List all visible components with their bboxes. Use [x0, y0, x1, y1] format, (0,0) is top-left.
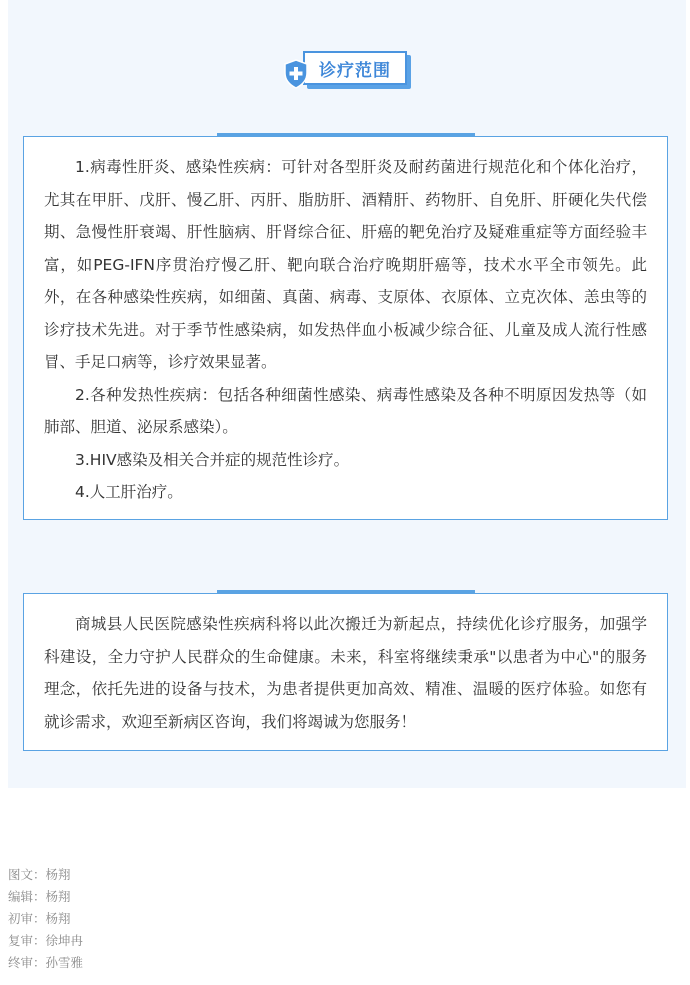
closing-box [23, 593, 668, 751]
scope-box [23, 136, 668, 520]
credit-author: 图文：杨翔 [8, 867, 71, 882]
scope-paragraph-1: 1.病毒性肝炎、感染性疾病：可针对各型肝炎及耐药菌进行规范化和个体化治疗，尤其在甲肝、戊肝、慢乙肝、丙肝、脂肪肝、酒精肝、药物肝、自免肝、肝硬化失代偿期、急慢性肝衰竭、肝性脑病、肝肾综合征、肝癌的靶免治疗及疑难重症等方面经验丰富，如PEG-IFN序贯治疗慢乙肝、靶向联合治疗晚期肝癌等，技术水平全市领先。此外，在各种感染性疾病，如细菌、真菌、病毒、支原体、衣原体、立克次体、恙虫等的诊疗技术先进。对于季节性感染病，如发热伴血小板减少综合征、儿童及成人流行性感冒、手足口病等，诊疗效果显著。 [44, 158, 647, 371]
badge-box [303, 51, 407, 85]
credit-first-review: 初审：杨翔 [8, 911, 71, 926]
credit-final-review: 终审：孙雪雅 [8, 955, 84, 970]
credit-second-review: 复审：徐坤冉 [8, 933, 84, 948]
section-title: 诊疗范围 [319, 60, 391, 81]
credits-block [8, 864, 83, 974]
medical-shield-icon [283, 59, 309, 89]
scope-paragraph-4: 4.人工肝治疗。 [75, 483, 183, 501]
scope-paragraph-3: 3.HIV感染及相关合并症的规范性诊疗。 [75, 450, 350, 469]
section-header-badge [283, 49, 413, 91]
credit-editor: 编辑：杨翔 [8, 889, 71, 904]
closing-paragraph: 商城县人民医院感染性疾病科将以此次搬迁为新起点，持续优化诊疗服务，加强学科建设，全力守护人民群众的生命健康。未来，科室将继续秉承"以患者为中心"的服务理念，依托先进的设备与技术，为患者提供更加高效、精准、温暖的医疗体验。如您有就诊需求，欢迎至新病区咨询，我们将竭诚为您服务！ [44, 615, 647, 731]
scope-paragraph-2: 2.各种发热性疾病：包括各种细菌性感染、病毒性感染及各种不明原因发热等（如肺部、胆道、泌尿系感染）。 [44, 385, 647, 436]
